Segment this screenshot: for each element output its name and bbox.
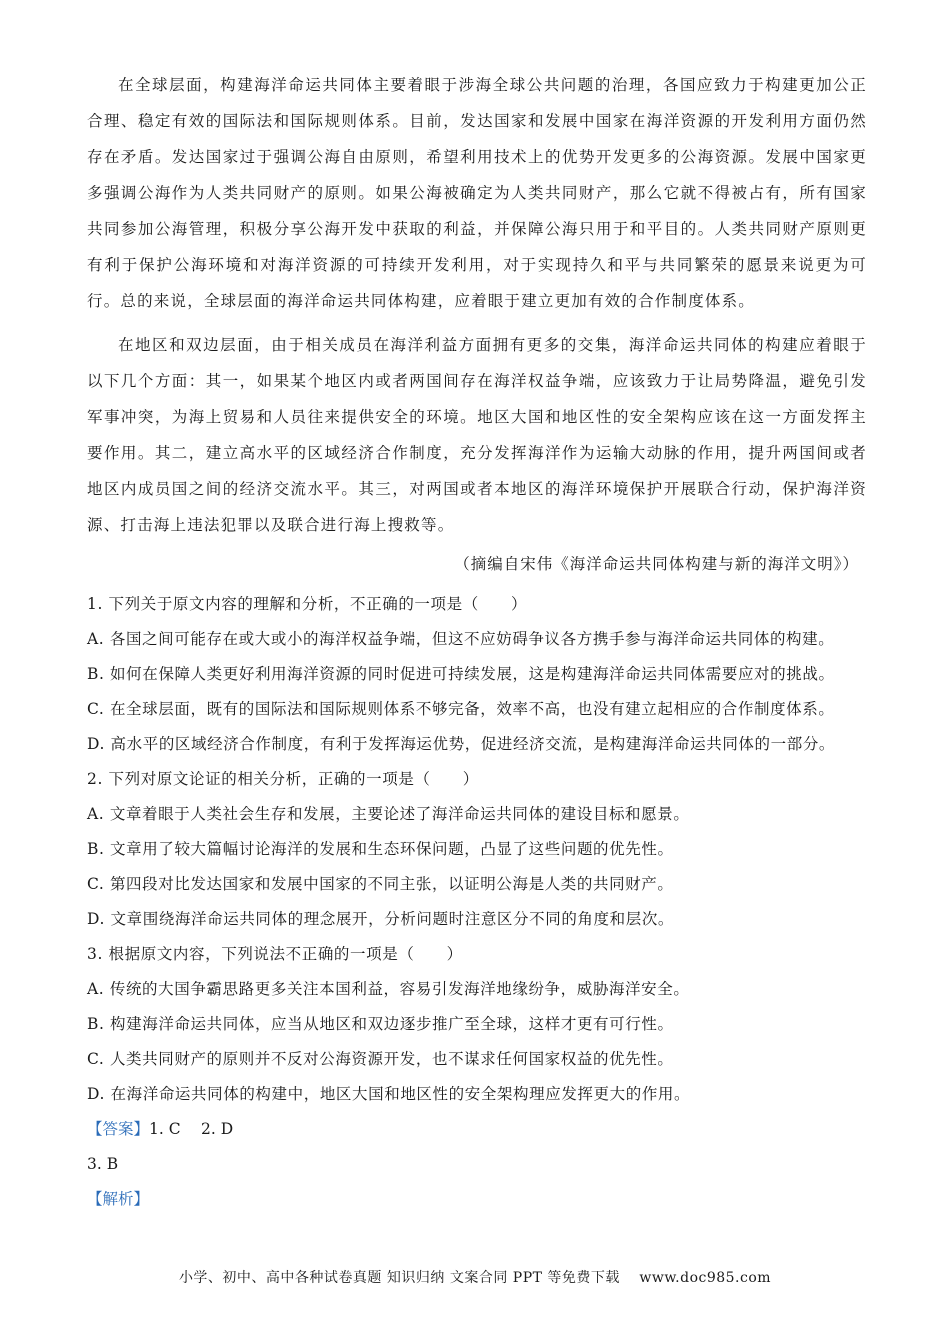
option-c: C. 在全球层面，既有的国际法和国际规则体系不够完备，效率不高，也没有建立起相应的合作制度体系。 [87, 700, 835, 718]
question-stem: 1. 下列关于原文内容的理解和分析，不正确的一项是（ ） [87, 595, 528, 613]
analysis-label: 【解析】 [87, 1190, 150, 1208]
answer-row-2: 3. B [87, 1155, 119, 1173]
option-b: B. 如何在保障人类更好利用海洋资源的同时促进可持续发展，这是构建海洋命运共同体需要应对的挑战。 [87, 665, 835, 683]
passage-paragraph-2 [87, 327, 867, 543]
option-b: B. 构建海洋命运共同体，应当从地区和双边逐步推广至全球，这样才更有可行性。 [87, 1015, 674, 1033]
option-d: D. 在海洋命运共同体的构建中，地区大国和地区性的安全架构理应发挥更大的作用。 [87, 1085, 691, 1103]
answer-values: 1. C 2. D [149, 1120, 234, 1138]
option-a: A. 文章着眼于人类社会生存和发展，主要论述了海洋命运共同体的建设目标和愿景。 [87, 805, 690, 823]
option-c: C. 第四段对比发达国家和发展中国家的不同主张，以证明公海是人类的共同财产。 [87, 875, 674, 893]
option-b: B. 文章用了较大篇幅讨论海洋的发展和生态环保问题，凸显了这些问题的优先性。 [87, 840, 674, 858]
option-d: D. 高水平的区域经济合作制度，有利于发挥海运优势，促进经济交流，是构建海洋命运共同体的一部分。 [87, 735, 836, 753]
source-citation: （摘编自宋伟《海洋命运共同体构建与新的海洋文明》） [454, 555, 859, 573]
answer-label: 【答案】 [87, 1120, 150, 1138]
question-block [87, 587, 887, 1217]
answer-row [87, 1112, 887, 1147]
option-a: A. 各国之间可能存在或大或小的海洋权益争端，但这不应妨碍争议各方携手参与海洋命运共同体的构建。 [87, 630, 835, 648]
passage-text: 在地区和双边层面，由于相关成员在海洋利益方面拥有更多的交集，海洋命运共同体的构建应着眼于以下几个方面：其一，如果某个地区内或者两国间存在海洋权益争端，应该致力于让局势降温，避免引发军事冲突，为海上贸易和人员往来提供安全的环境。地区大国和地区性的安全架构应该在这一方面发挥主要作用。其二，建立高水平的区域经济合作制度，充分发挥海洋作为运输大动脉的作用，提升两国间或者地区内成员国之间的经济交流水平。其三，对两国或者本地区的海洋环境保护开展联合行动，保护海洋资源、打击海上违法犯罪以及联合进行海上搜救等。 [87, 336, 867, 534]
page-footer: 小学、初中、高中各种试卷真题 知识归纳 文案合同 PPT 等免费下载 www.doc985.com [178, 1270, 772, 1286]
question-stem: 2. 下列对原文论证的相关分析，正确的一项是（ ） [87, 770, 479, 788]
analysis-row [87, 1182, 887, 1217]
option-d: D. 文章围绕海洋命运共同体的理念展开，分析问题时注意区分不同的角度和层次。 [87, 910, 675, 928]
option-c: C. 人类共同财产的原则并不反对公海资源开发，也不谋求任何国家权益的优先性。 [87, 1050, 674, 1068]
option-a: A. 传统的大国争霸思路更多关注本国利益，容易引发海洋地缘纷争，威胁海洋安全。 [87, 980, 690, 998]
passage-paragraph-1 [87, 67, 867, 319]
question-stem: 3. 根据原文内容，下列说法不正确的一项是（ ） [87, 945, 463, 963]
passage-text: 在全球层面，构建海洋命运共同体主要着眼于涉海全球公共问题的治理，各国应致力于构建更加公正合理、稳定有效的国际法和国际规则体系。目前，发达国家和发展中国家在海洋资源的开发利用方面仍然存在矛盾。发达国家过于强调公海自由原则，希望利用技术上的优势开发更多的公海资源。发展中国家更多强调公海作为人类共同财产的原则。如果公海被确定为人类共同财产，那么它就不得被占有，所有国家共同参加公海管理，积极分享公海开发中获取的利益，并保障公海只用于和平目的。人类共同财产原则更有利于保护公海环境和对海洋资源的可持续开发利用，对于实现持久和平与共同繁荣的愿景来说更为可行。总的来说，全球层面的海洋命运共同体构建，应着眼于建立更加有效的合作制度体系。 [87, 76, 867, 310]
